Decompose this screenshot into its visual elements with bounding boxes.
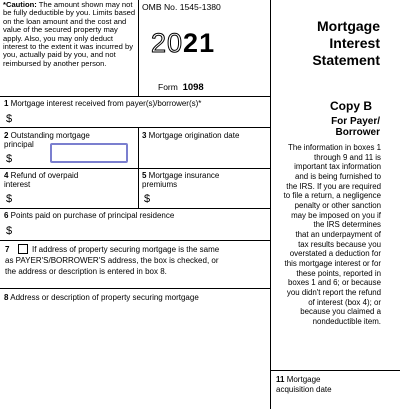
box8-text: Address or description of property securing mortgage: [8, 293, 199, 302]
year-suffix: 21: [183, 28, 216, 58]
box1-number: 1: [4, 99, 9, 108]
title-line: Mortgage: [317, 18, 380, 34]
box5-currency: $: [144, 193, 151, 205]
box3-text: Mortgage origination date: [146, 131, 240, 140]
instruction-line: and is being furnished to: [295, 171, 381, 181]
omb-number: OMB No. 1545-1380: [142, 2, 221, 12]
box2-text: Outstanding mortgage: [8, 131, 90, 140]
divider: [0, 288, 270, 289]
title-line: Statement: [312, 52, 380, 68]
same-address-checkbox[interactable]: [18, 244, 28, 254]
form-number-value: 1098: [182, 82, 204, 93]
tax-year: [151, 28, 215, 58]
box5-text: Mortgage insurance: [146, 171, 220, 180]
instruction-line: the IRS. If you are required: [286, 181, 381, 191]
instruction-line: important tax information: [294, 162, 381, 172]
box11-label: [276, 375, 321, 384]
box7-text-line1: If address of property securing mortgage is the same: [32, 245, 220, 254]
year-prefix: 20: [151, 28, 184, 58]
box6-text: Points paid on purchase of principal residence: [8, 211, 175, 220]
box4-text: Refund of overpaid: [8, 171, 79, 180]
box1-label: [4, 99, 201, 108]
box6-number: 6: [4, 211, 9, 220]
box4-currency: $: [6, 193, 13, 205]
instruction-line: penalty or other sanction: [294, 200, 381, 210]
form-label: Form: [158, 82, 178, 92]
instruction-line: through 9 and 11 is: [314, 152, 381, 162]
copy-recipient: [331, 116, 380, 138]
caution-notice: [3, 1, 137, 68]
box6-label: [4, 211, 174, 220]
divider: [0, 96, 270, 97]
box5-label: [142, 171, 219, 180]
form-number: [158, 82, 204, 93]
divider: [0, 168, 270, 169]
box5-label-line2: premiums: [142, 180, 178, 189]
box8-label: [4, 293, 199, 302]
caution-label: *Caution:: [3, 0, 37, 9]
box2-currency: $: [6, 153, 13, 165]
box2-label-line2: principal: [4, 140, 34, 149]
instruction-line: boxes 1 and 6; or because: [287, 278, 381, 288]
box7-text-line3: the address or description is entered in box 8.: [5, 267, 167, 276]
divider: [270, 370, 400, 371]
instruction-line: of interest (box 4); or: [308, 297, 381, 307]
copy-recipient-line: For Payer/: [331, 116, 380, 127]
divider: [138, 0, 139, 96]
copy-recipient-line: Borrower: [335, 127, 380, 138]
instruction-line: this mortgage interest or for: [284, 258, 381, 268]
divider: [0, 127, 270, 128]
copy-b-title: Copy B: [330, 99, 372, 113]
instruction-line: may be imposed on you if: [291, 210, 381, 220]
box3-number: 3: [142, 131, 147, 140]
box4-label: [4, 171, 78, 180]
box6-currency: $: [6, 225, 13, 237]
instruction-line: overstated a deduction for: [289, 249, 381, 259]
instruction-line: nondeductible item.: [312, 316, 381, 326]
title-line: Interest: [329, 35, 380, 51]
box4-label-line2: interest: [4, 180, 31, 189]
instruction-line: to file a return, a negligence: [283, 191, 381, 201]
box7-number: 7: [5, 245, 10, 254]
box11-number: 11: [276, 375, 285, 384]
instruction-line: these points, reported in: [296, 268, 381, 278]
box1-text: Mortgage interest received from payer(s)/borrower(s)*: [8, 99, 202, 108]
caution-text: The amount shown may not be fully deductible by you. Limits based on the loan amount and the cost and value of the secured property may apply. Also, you may only deduct interest to the extent it was incurred by you, actually paid by you, and not reimbursed by another person.: [3, 0, 136, 68]
instruction-line: the IRS determines: [313, 220, 381, 230]
divider: [0, 208, 270, 209]
box8-number: 8: [4, 293, 9, 302]
box4-number: 4: [4, 171, 9, 180]
instruction-line: The information in boxes 1: [288, 143, 381, 152]
box1-currency: $: [6, 113, 13, 125]
box2-number: 2: [4, 131, 9, 140]
outstanding-principal-input[interactable]: [50, 143, 128, 163]
box3-label: [142, 131, 239, 140]
divider: [0, 240, 270, 241]
box5-number: 5: [142, 171, 147, 180]
instruction-line: tax results because you: [298, 239, 381, 249]
instruction-line: you didn't report the refund: [286, 287, 381, 297]
box11-label-line2: acquisition date: [276, 385, 332, 394]
box11-text: Mortgage: [284, 375, 321, 384]
instruction-line: because you claimed a: [300, 307, 381, 317]
copy-instructions: [272, 143, 381, 326]
instruction-line: that an underpayment of: [295, 229, 381, 239]
form-title: [270, 18, 380, 69]
box7-text-line2: as PAYER'S/BORROWER'S address, the box is checked, or: [5, 256, 219, 265]
box2-label: [4, 131, 90, 140]
